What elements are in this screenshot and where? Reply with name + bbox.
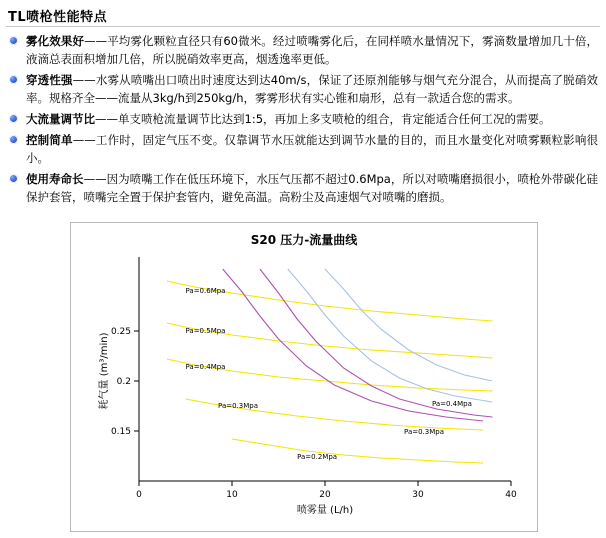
feature-text: ——平均雾化颗粒直径只有60微米。经过喷嘴雾化后，在同样喷水量情况下，雾滴数量增加几十倍，液滴总表面积增加几倍，所以脱硝效率更高，烟透逸率更低。 xyxy=(26,34,598,66)
feature-text: ——因为喷嘴工作在低压环境下，水压气压都不超过0.6Mpa，所以对喷嘴磨损很小，喷枪外带碳化硅保护套管，喷嘴完全置于保护套管内，避免高温。高粉尘及高速烟气对喷嘴的磨损。 xyxy=(26,172,599,204)
curve-annotation: Pa=0.2Mpa xyxy=(297,453,338,461)
feature-title: 大流量调节比 xyxy=(26,112,95,126)
y-tick-label: 0.2 xyxy=(116,377,131,387)
y-tick-label: 0.25 xyxy=(110,327,131,337)
chart-title: S20 压力-流量曲线 xyxy=(250,233,358,247)
x-tick-label: 0 xyxy=(136,490,142,500)
page-title: TL喷枪性能特点 xyxy=(8,10,108,25)
x-tick-label: 40 xyxy=(505,490,517,500)
curve-annotation: Pa=0.6Mpa xyxy=(185,287,226,295)
y-tick-label: 0.15 xyxy=(110,427,131,437)
x-tick-label: 30 xyxy=(412,490,424,500)
bullet-icon xyxy=(9,75,18,84)
y-axis-label: 耗气量 (m³/min) xyxy=(99,332,110,410)
curve-annotation: Pa=0.3Mpa xyxy=(218,402,259,410)
feature-title: 雾化效果好 xyxy=(26,34,85,48)
chart-container xyxy=(70,222,538,532)
list-item xyxy=(8,71,598,107)
feature-text: ——工作时，固定气压不变。仅靠调节水压就能达到调节水量的目的，而且水量变化对喷雾颗粒影响很小。 xyxy=(26,133,599,165)
list-item xyxy=(8,131,598,167)
x-tick-label: 10 xyxy=(226,490,238,500)
curve-annotation: Pa=0.5Mpa xyxy=(185,327,226,335)
chart-series-curve-blue-2 xyxy=(325,269,492,381)
bullet-icon xyxy=(9,36,18,45)
title-divider xyxy=(6,26,600,27)
feature-list xyxy=(8,32,598,209)
curve-annotation: Pa=0.4Mpa xyxy=(431,400,472,408)
feature-title: 使用寿命长 xyxy=(26,172,84,186)
list-item xyxy=(8,110,598,128)
bullet-icon xyxy=(9,174,18,183)
curve-annotation: Pa=0.4Mpa xyxy=(185,363,226,371)
feature-title: 穿透性强 xyxy=(26,73,73,87)
feature-title: 控制简单 xyxy=(26,133,73,147)
bullet-icon xyxy=(9,114,18,123)
x-axis-label: 喷雾量 (L/h) xyxy=(296,505,354,516)
list-item xyxy=(8,32,598,68)
curve-annotation: Pa=0.3Mpa xyxy=(404,428,445,436)
chart-series-Pa=0.2Mpa xyxy=(232,439,483,463)
feature-text: ——单支喷枪流量调节比达到1:5，再加上多支喷枪的组合，肯定能适合任何工况的需要。 xyxy=(95,112,551,126)
feature-text: ——水雾从喷嘴出口喷出时速度达到达40m/s，保证了还原剂能够与烟气充分混合，从而提高了脱硝效率。规格齐全——流量从3kg/h到250kg/h，雾雾形状有实心锥和扇形，总有一款适合您的需求。 xyxy=(26,73,599,105)
list-item xyxy=(8,170,598,206)
x-tick-label: 20 xyxy=(319,490,331,500)
pressure-flow-chart xyxy=(71,223,537,531)
bullet-icon xyxy=(9,135,18,144)
